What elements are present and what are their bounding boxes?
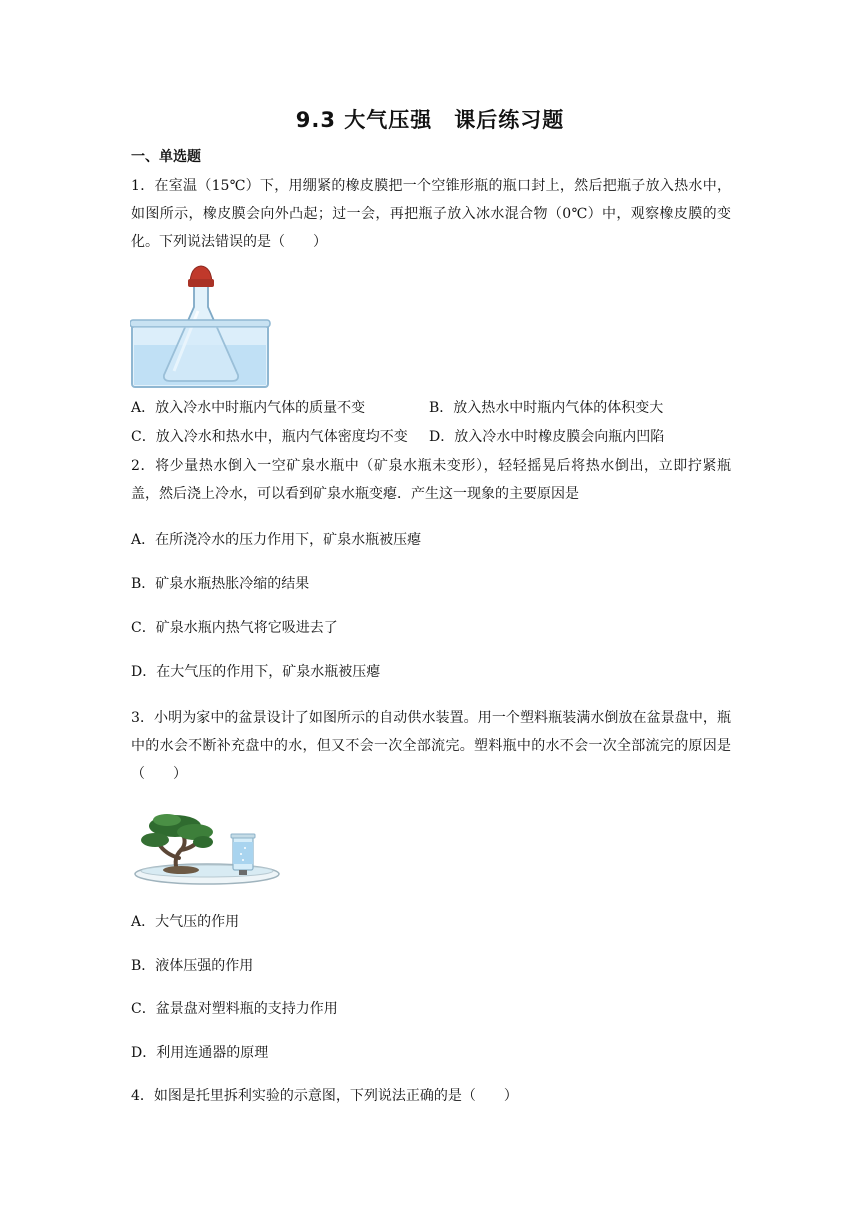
q1-option-a: A．放入冷水中时瓶内气体的质量不变 [131,400,366,416]
question-1-stem: 1．在室温（15℃）下，用绷紧的橡皮膜把一个空锥形瓶的瓶口封上，然后把瓶子放入热水中，如图所示，橡皮膜会向外凸起；过一会，再把瓶子放入冰水混合物（0℃）中，观察橡皮膜的变化。下列说法错误的是（ ） [131,178,731,250]
question-3-stem: 3．小明为家中的盆景设计了如图所示的自动供水装置。用一个塑料瓶装满水倒放在盆景盘中，瓶中的水会不断补充盘中的水，但又不会一次全部流完。塑料瓶中的水不会一次全部流完的原因是（ ） [131,710,731,782]
page-title [0,104,860,134]
q2-option-d: D．在大气压的作用下，矿泉水瓶被压瘪 [131,664,381,680]
title-suffix: 课后练习题 [454,108,565,132]
flask-in-water-figure [130,263,272,389]
section-heading: 一、单选题 [131,149,201,165]
bonsai-water-supply-figure [133,808,285,890]
q2-option-a: A．在所浇冷水的压力作用下，矿泉水瓶被压瘪 [131,532,422,548]
title-topic: 大气压强 [344,108,433,132]
title-number: 9.3 [295,108,336,132]
q2-option-b: B．矿泉水瓶热胀冷缩的结果 [131,576,310,592]
q1-option-b: B．放入热水中时瓶内气体的体积变大 [429,400,664,416]
q1-option-d: D．放入冷水中时橡皮膜会向瓶内凹陷 [429,429,665,445]
question-2-stem: 2．将少量热水倒入一空矿泉水瓶中（矿泉水瓶未变形），轻轻摇晃后将热水倒出，立即拧紧瓶盖，然后浇上冷水，可以看到矿泉水瓶变瘪．产生这一现象的主要原因是 [131,458,731,502]
q2-option-c: C．矿泉水瓶内热气将它吸进去了 [131,620,338,636]
q3-option-c: C．盆景盘对塑料瓶的支持力作用 [131,1001,338,1017]
q3-option-a: A．大气压的作用 [131,914,240,930]
question-4-stem: 4．如图是托里拆利实验的示意图，下列说法正确的是（ ） [131,1088,518,1104]
q3-option-d: D．利用连通器的原理 [131,1045,269,1061]
q3-option-b: B．液体压强的作用 [131,958,254,974]
q1-option-c: C．放入冷水和热水中，瓶内气体密度均不变 [131,429,408,445]
